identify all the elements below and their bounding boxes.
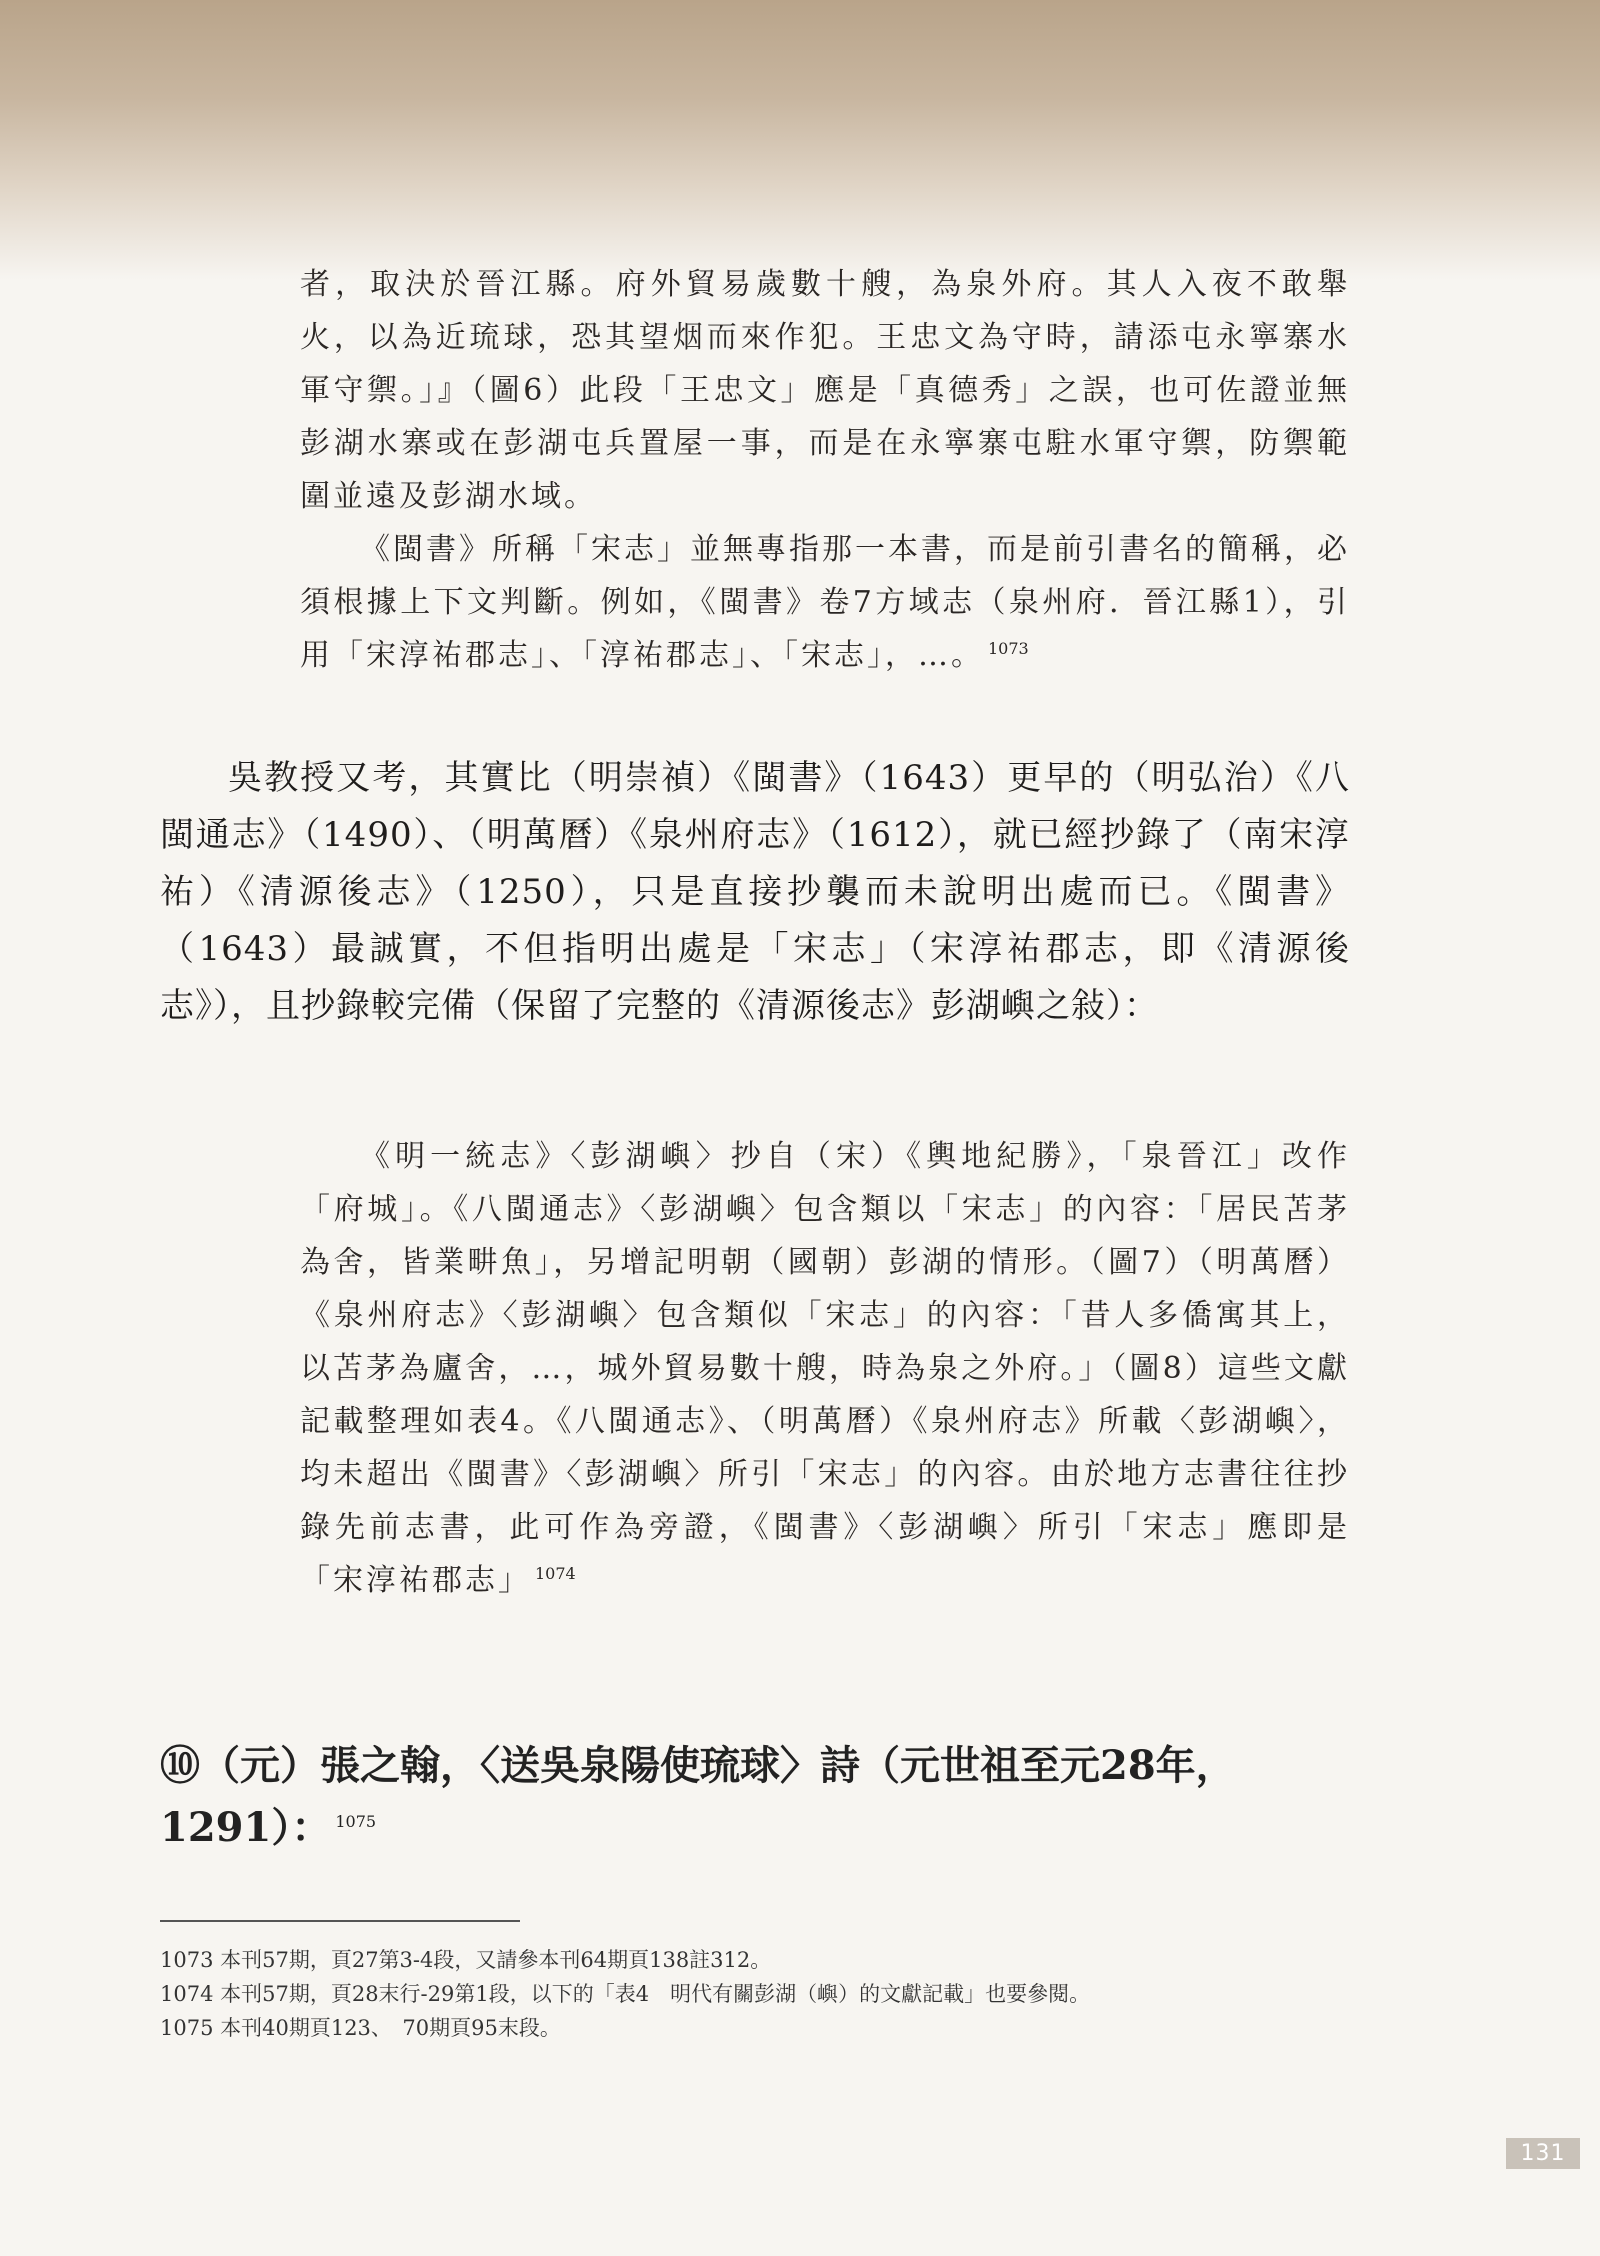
section-heading-text: ⑩（元）張之翰，〈送吳泉陽使琉球〉詩（元世祖至元28年，1291）： [160,1742,1236,1851]
quote1-paragraph-2-text: 《閩書》所稱「宋志」並無專指那一本書，而是前引書名的簡稱，必須根據上下文判斷。例如，《閩書》卷7方域志（泉州府．晉江縣1），引用「宋淳祐郡志」、「淳祐郡志」、「宋志」，…。 [300,532,1350,673]
block-quote-2 [300,1130,1350,1607]
section-heading [160,1735,1360,1859]
footnote-divider [160,1920,520,1922]
body-paragraph: 吳教授又考，其實比（明崇禎）《閩書》（1643）更早的（明弘治）《八閩通志》（1490）、（明萬曆）《泉州府志》（1612），就已經抄錄了（南宋淳祐）《清源後志》（1250），只是直接抄襲而未說明出處而已。《閩書》（1643）最誠實，不但指明出處是「宋志」（宋淳祐郡志，即《清源後志》），且抄錄較完備（保留了完整的《清源後志》彭湖嶼之敍）： [160,758,1350,1026]
footnote-ref-1075: 1075 [335,1811,377,1831]
header-gradient-band [0,0,1600,280]
footnote-ref-1074: 1074 [535,1564,576,1583]
quote1-paragraph-2 [300,523,1350,682]
quote2-paragraph [300,1130,1350,1607]
quote2-paragraph-text: 《明一統志》〈彭湖嶼〉抄自（宋）《輿地紀勝》，「泉晉江」改作「府城」。《八閩通志》〈彭湖嶼〉包含類以「宋志」的內容：「居民苫茅為舍，皆業畊魚」，另增記明朝（國朝）彭湖的情形。（圖7）（明萬曆）《泉州府志》〈彭湖嶼〉包含類似「宋志」的內容：「昔人多僑寓其上，以苫茅為廬舍，…，城外貿易數十艘，時為泉之外府。」（圖8）這些文獻記載整理如表4。《八閩通志》、（明萬曆）《泉州府志》所載〈彭湖嶼〉，均未超出《閩書》〈彭湖嶼〉所引「宋志」的內容。由於地方志書往往抄錄先前志書，此可作為旁證，《閩書》〈彭湖嶼〉所引「宋志」應即是「宋淳祐郡志」 [300,1139,1350,1598]
block-quote-1 [300,258,1350,682]
footnotes [160,1943,1410,2045]
page-number: 131 [1506,2138,1580,2169]
footnote-ref-1073: 1073 [988,639,1029,658]
footnote-1075: 1075 本刊40期頁123、 70期頁95末段。 [160,2016,561,2040]
body-text [160,750,1350,1035]
footnote-1073: 1073 本刊57期，頁27第3-4段，又請參本刊64期頁138註312。 [160,1948,772,1972]
footnote-1074: 1074 本刊57期，頁28末行-29第1段，以下的「表4 明代有關彭湖（嶼）的文獻記載」也要參閱。 [160,1982,1091,2006]
quote1-paragraph-1: 者，取決於晉江縣。府外貿易歲數十艘，為泉外府。其人入夜不敢舉火，以為近琉球，恐其望烟而來作犯。王忠文為守時，請添屯永寧寨水軍守禦。」』（圖6）此段「王忠文」應是「真德秀」之誤，也可佐證並無彭湖水寨或在彭湖屯兵置屋一事，而是在永寧寨屯駐水軍守禦，防禦範圍並遠及彭湖水域。 [300,267,1350,514]
